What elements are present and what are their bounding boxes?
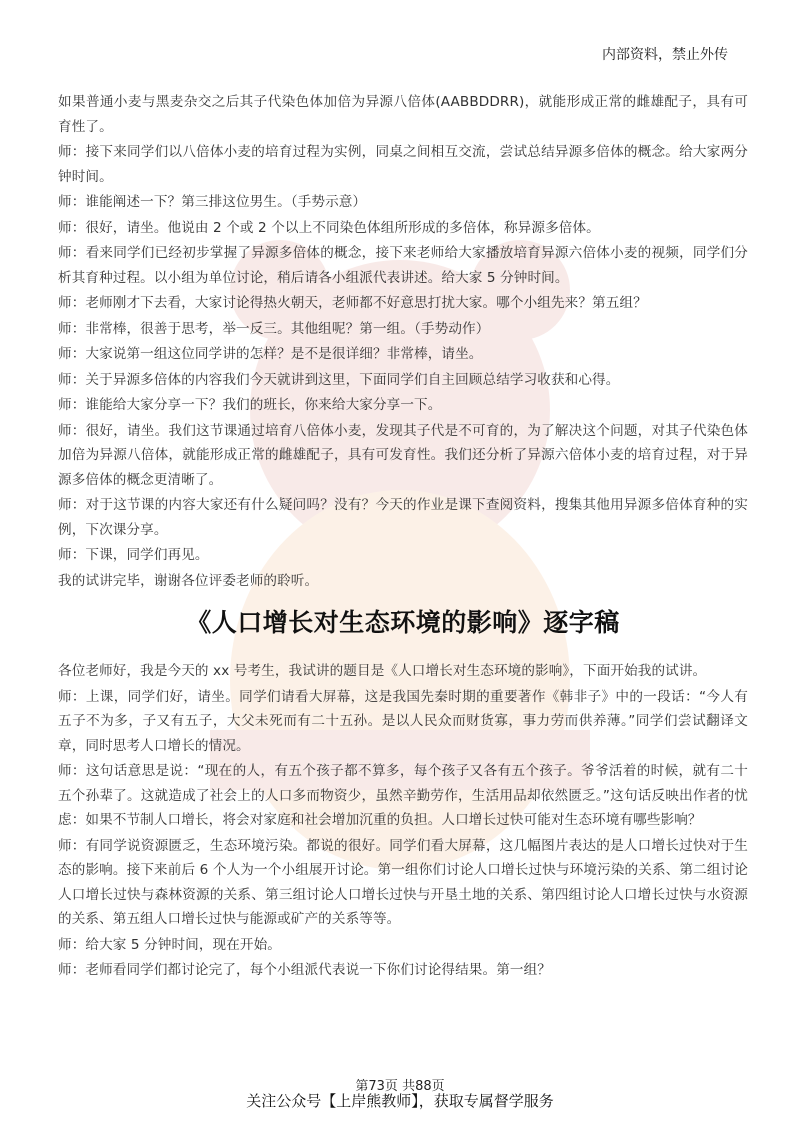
paragraph: 我的试讲完毕，谢谢各位评委老师的聆听。	[58, 572, 319, 589]
paragraph: 师：对于这节课的内容大家还有什么疑问吗？没有？今天的作业是课下查阅资料，搜集其他用异源多倍体育种的实例，下次课分享。	[58, 497, 748, 538]
paragraph: 师：有同学说资源匮乏，生态环境污染。都说的很好。同学们看大屏幕，这几幅图片表达的是人口增长过快对于生态的影响。接下来前后 6 个人为一个小组展开讨论。第一组你们讨论人口增长过快与环境污染的关系、第二组讨论人口增长过快与森林资源的关系、第三组讨论人口增长过快与开垦土地的关系、第四组讨论人口增长过快与水资源的关系、第五组人口增长过快与能源或矿产的关系等等。	[58, 837, 748, 927]
paragraph: 各位老师好，我是今天的 xx 号考生，我试讲的题目是《人口增长对生态环境的影响》，下面开始我的试讲。	[58, 663, 707, 679]
paragraph: 师：给大家 5 分钟时间，现在开始。	[58, 936, 281, 953]
paragraph: 师：接下来同学们以八倍体小麦的培育过程为实例，同桌之间相互交流，尝试总结异源多倍体的概念。给大家两分钟时间。	[58, 144, 748, 185]
section-title: 《人口增长对生态环境的影响》逐字稿	[186, 608, 620, 637]
confidential-note: 内部资料，禁止外传	[602, 47, 728, 63]
paragraph: 师：看来同学们已经初步掌握了异源多倍体的概念，接下来老师给大家播放培育异源六倍体小麦的视频，同学们分析其育种过程。以小组为单位讨论，稍后请各小组派代表讲述。给大家 5 分钟时间。	[58, 245, 748, 286]
paragraph: 师：很好，请坐。他说由 2 个或 2 个以上不同染色体组所形成的多倍体，称异源多倍体。	[58, 219, 600, 236]
paragraph: 师：谁能阐述一下？第三排这位男生。（手势示意）	[58, 194, 367, 210]
paragraph: 师：很好，请坐。我们这节课通过培育八倍体小麦，发现其子代是不可育的，为了解决这个问题，对其子代染色体加倍为异源八倍体，就能形成正常的雌雄配子，具有可发育性。我们还分析了异源六倍体小麦的培育过程，对于异源多倍体的概念更清晰了。	[58, 422, 748, 488]
paragraph: 师：老师刚才下去看，大家讨论得热火朝天，老师都不好意思打扰大家。哪个小组先来？第五组？	[58, 295, 647, 311]
paragraph: 如果普通小麦与黑麦杂交之后其子代染色体加倍为异源八倍体(AABBDDRR)，就能形成正常的雌雄配子，具有可育性了。	[58, 94, 748, 135]
document-body	[58, 90, 748, 984]
paragraph: 师：上课，同学们好，请坐。同学们请看大屏幕，这是我国先秦时期的重要著作《韩非子》中的一段话：“今人有五子不为多，子又有五子，大父未死而有二十五孙。是以人民众而财货寡，事力劳而供养薄。”同学们尝试翻译文章，同时思考人口增长的情况。	[58, 688, 748, 754]
paragraph: 师：关于异源多倍体的内容我们今天就讲到这里，下面同学们自主回顾总结学习收获和心得。	[58, 371, 620, 388]
paragraph: 师：大家说第一组这位同学讲的怎样？是不是很详细？非常棒，请坐。	[58, 346, 483, 362]
paragraph: 师：这句话意思是说：“现在的人，有五个孩子都不算多，每个孩子又各有五个孩子。爷爷活着的时候，就有二十五个孙辈了。这就造成了社会上的人口多而物资少，虽然辛勤劳作，生活用品却依然匮乏。”这句话反映出作者的忧虑：如果不节制人口增长，将会对家庭和社会增加沉重的负担。人口增长过快可能对生态环境有哪些影响？	[58, 763, 748, 828]
promo-footer: 关注公众号【上岸熊教师】，获取专属督学服务	[246, 1092, 554, 1110]
paragraph: 师：谁能给大家分享一下？我们的班长，你来给大家分享一下。	[58, 397, 442, 413]
page-number: 第73页 共88页	[355, 1079, 445, 1094]
paragraph: 师：下课，同学们再见。	[58, 547, 209, 563]
paragraph: 师：非常棒，很善于思考，举一反三。其他组呢？第一组。（手势动作）	[58, 320, 490, 337]
paragraph: 师：老师看同学们都讨论完了，每个小组派代表说一下你们讨论得结果。第一组？	[58, 962, 551, 978]
